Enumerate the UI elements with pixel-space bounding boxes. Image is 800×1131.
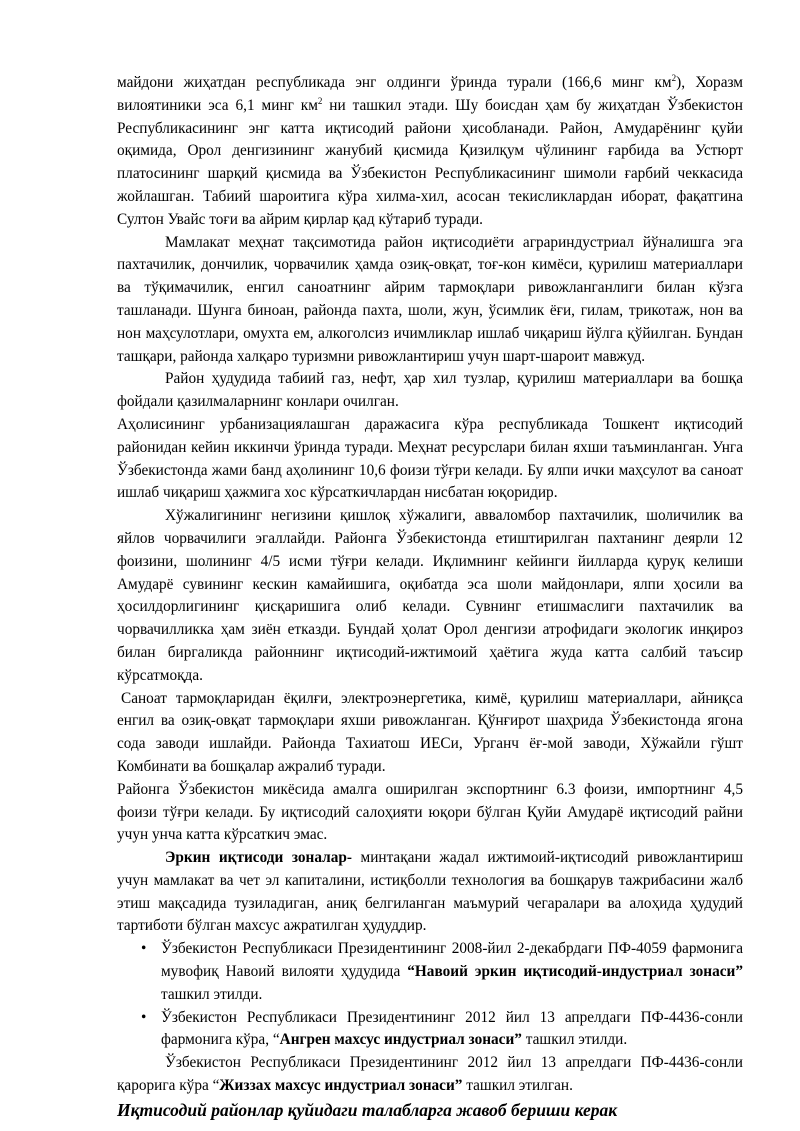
list-text: ташкил этилди. [161,985,263,1003]
paragraph-text: ), Хоразм вилоятиники эса 6,1 минг км [117,74,743,114]
paragraph-population: Аҳолисининг урбанизациялашган даражасига кўра республикада Тошкент иқтисодий районидан кейин иккинчи ўринда туради. Меҳнат ресурслари билан яхши таъминланган. Унга Ўзбекистонда жами банд аҳолининг 10,6 фоизи тўғри келади. Бу ялпи ички маҳсулот ва саноат ишлаб чиқариш ҳажмига хос кўрсаткичлардан нисбатан юқоридир. [117,415,743,502]
bullet-marker: • [141,940,147,958]
list-item [117,1007,743,1053]
paragraph-free-zones [117,847,743,938]
superscript: 2 [317,95,323,106]
list-text: Ўзбекистон Республикаси Президентининг 2012 йил 13 апрелдаги ПФ-4436-сонли фармонига кўра, “ [161,1008,743,1049]
paragraph-resources: Район ҳудудида табиий газ, нефт, ҳар хил тузлар, қурилиш материаллари ва бошқа фойдали қазилмаларнинг конлари очилган. [117,370,743,411]
paragraph-text: ташкил этилган. [462,1077,573,1095]
paragraph-jizzakh [117,1052,743,1098]
zone-name: Жиззах махсус индустриал зонаси” [219,1077,463,1095]
paragraph-agriculture: Хўжалигининг негизини қишлоқ хўжалиги, аввaломбор пахтачилик, шоличилик ва яйлов чорвачилиги эгаллайди. Районга Ўзбекистонда етиштирилган пахтанинг деярли 12 фоизини, шолининг 4/5 исми тўғри келади. Иқлимнинг кейинги йилларда қуруқ келиши Амударё сувининг кескин камайишига, оқибатда эса шоли майдонлари, ялпи ҳосили ва ҳосилдорлигининг қисқаришига олиб келади. Сувнинг етишмаслиги пахтачилик ва чорвачилликка ҳам зиён етказди. Бундай ҳолат Орол денгизи атрофидаги экологик инқироз билан биргаликда районнинг иқтисодий-ижтимоий ҳаётига жуда катта салбий таъсир кўрсатмоқда. [117,507,743,684]
list-item [117,938,743,1006]
list-text: Ўзбекистон Республикаси Президентининг 2008-йил 2-декабрдаги ПФ-4059 фармонига мувофиқ Навоий вилояти ҳудудида [161,940,743,981]
section-heading: Иқтисодий районлар қуйидаги талабларга жавоб бериши керак [117,1099,618,1120]
paragraph-text: ни ташкил этади. Шу боисдан ҳам бу жиҳатдан Ўзбекистон Республикасининг энг катта иқтисодий райони ҳисобланади. Район, Амударёнинг қуйи оқимида, Орол денгизининг жанубий қисмида Қизилқум чўлининг ғарбида ва Устюрт платосининг шарқий қисмида ва Ўзбекистон Республикасининг шимоли ғарбий чеккасида жойлашган. Табиий шароитига кўра хилма-хил, асосан текисликлардан иборат, фақатгина Султон Увайс тоғи ва айрим қирлар қад кўтариб туради. [117,96,743,228]
paragraph-text: минтақани жадал ижтимоий-иқтисодий ривожлантириш учун мамлакат ва чет эл капиталини, истиқболли технология ва бошқарув тажрибасини жалб этиш мақсадида тузиладиган, аниқ белгиланган маъмурий чегаралари ва алоҳида ҳудудий тартиботи бўлган махсус ажратилган ҳудуддир. [117,849,743,935]
document-page [117,72,743,1122]
superscript: 2 [671,73,677,83]
paragraph-text: Ўзбекистон Республикаси Президентининг 2012 йил 13 апрелдаги ПФ-4436-сонли қарорига кўра “ [117,1054,743,1095]
bullet-marker: • [141,1008,147,1026]
zone-list [117,938,743,1052]
list-text: ташкил этилди. [521,1031,628,1049]
paragraph-trade: Районга Ўзбекистон микёсида амалга оширилган экспортнинг 6.3 фоизи, импортнинг 4,5 фоизи тўғри келади. Бу иқтисодий салоҳияти юқори бўлган Қуйи Амударё иқтисодий райни учун унча катта кўрсаткич эмас. [117,780,743,844]
term-bold: Эркин иқтисоди зоналар- [165,849,352,867]
zone-name: “Навоий эркин иқтисодий-индустриал зонаси” [407,963,744,981]
paragraph-industry: Саноат тармоқларидан ёқилғи, электроэнергетика, кимё, қурилиш материаллари, айниқса енгил ва озиқ-овқат тармоқлари яхши ривожланган. Қўнғирот шаҳрида Ўзбекистонда ягона сода заводи ишлайди. Районда Тахиатош ИЕСи, Урганч ёғ-мой заводи, Хўжайли гўшт Комбинати ва бошқалар ажралиб туради. [117,689,743,775]
paragraph-economy: Мамлакат меҳнат тақсимотида район иқтисодиёти аграриндустриал йўналишга эга пахтачилик, дончилик, чорвачилик ҳамда озиқ-овқат, тоғ-кон кимёси, қурилиш материаллари ва тўқимачилик, енгил саноатнинг айрим тармоқлари ривожланганлиги билан кўзга ташланади. Шунга биноан, районда пахта, шоли, жун, ўсимлик ёғи, гилам, трикотаж, нон ва нон маҳсулотлари, омухта ем, алкоголсиз ичимликлар ишлаб чиқариш йўлга қўйилган. Бундан ташқари, районда халқаро туризмни ривожлантириш учун шарт-шароит мавжуд. [117,233,743,365]
paragraph-area [117,72,743,232]
paragraph-text: майдони жиҳатдан республикада энг олдинги ўринда турали (166,6 минг км [117,74,672,91]
zone-name: Ангрен махсус индустриал зонаси” [279,1031,522,1049]
